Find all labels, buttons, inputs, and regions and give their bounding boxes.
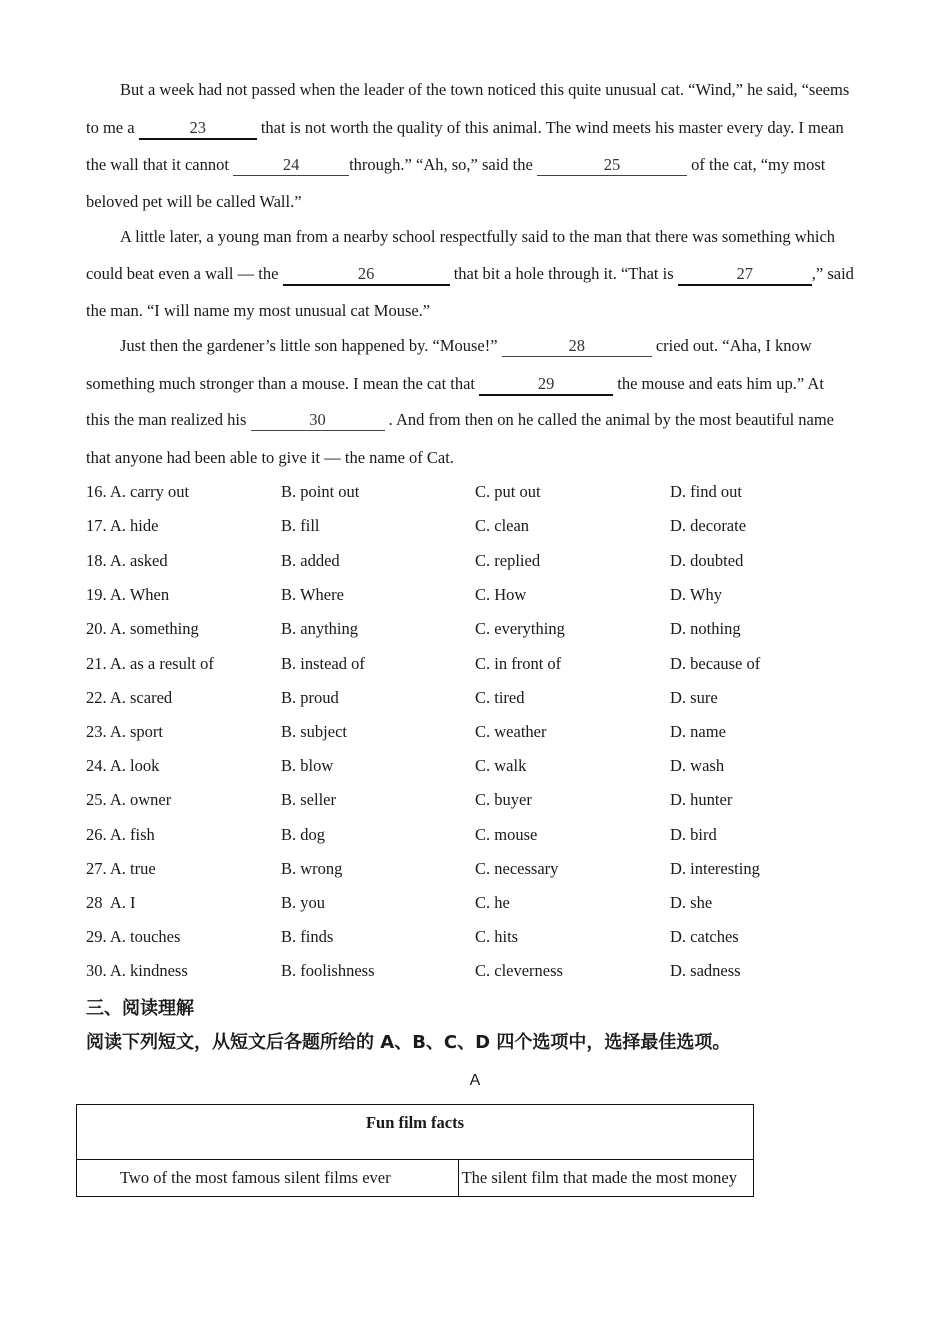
blank-28: 28 [502, 336, 652, 357]
option-c: C. hits [475, 927, 519, 946]
option-d: D. nothing [670, 619, 741, 638]
table-cell-famous-films: Two of the most famous silent films ever [77, 1160, 459, 1197]
p3-line1 [120, 336, 812, 357]
p3-line2-after: the mouse and eats him up.” At [617, 374, 824, 393]
option-c: C. cleverness [475, 961, 563, 980]
option-d: D. interesting [670, 859, 760, 878]
p3-line1-after: cried out. “Aha, I know [655, 336, 812, 355]
option-b: B. foolishness [281, 961, 375, 980]
option-a: 18. A. asked [86, 551, 168, 570]
option-b: B. point out [281, 482, 360, 501]
part-label: A [469, 1072, 481, 1089]
option-d: D. find out [670, 482, 742, 501]
option-c: C. mouse [475, 825, 538, 844]
blank-27: 27 [678, 264, 812, 286]
option-a: 23. A. sport [86, 722, 164, 741]
blank-25: 25 [537, 155, 687, 176]
option-d: D. Why [670, 585, 722, 604]
p2-line2-after: ,” said [811, 264, 854, 283]
option-c: C. buyer [475, 790, 532, 809]
p1-line3-before: the wall that it cannot [86, 155, 229, 174]
table-cell-most-money: The silent film that made the most money [459, 1160, 754, 1197]
blank-29: 29 [479, 374, 613, 396]
p1-line4: beloved pet will be called Wall.” [86, 192, 302, 211]
option-c: C. weather [475, 722, 547, 741]
option-b: B. anything [281, 619, 358, 638]
option-d: D. she [670, 893, 713, 912]
option-a: 27. A. true [86, 859, 156, 878]
p2-line1: A little later, a young man from a nearby school respectfully said to the man that there was something which [120, 227, 836, 246]
blank-23: 23 [139, 118, 257, 140]
option-a: 22. A. scared [86, 688, 173, 707]
option-b: B. blow [281, 756, 334, 775]
option-d: D. sure [670, 688, 718, 707]
option-d: D. catches [670, 927, 739, 946]
option-c: C. replied [475, 551, 541, 570]
option-b: B. Where [281, 585, 344, 604]
option-b: B. added [281, 551, 340, 570]
p1-line2 [86, 118, 844, 140]
option-d: D. because of [670, 654, 761, 673]
option-a: 20. A. something [86, 619, 199, 638]
option-c: C. clean [475, 516, 530, 535]
p3-line2 [86, 374, 824, 396]
section-title: 三、阅读理解 [86, 998, 194, 1019]
option-a: 29. A. touches [86, 927, 181, 946]
option-d: D. name [670, 722, 726, 741]
option-a: 30. A. kindness [86, 961, 188, 980]
blank-24: 24 [233, 155, 349, 176]
option-c: C. put out [475, 482, 541, 501]
p3-line3-after: . And from then on he called the animal by the most beautiful name [388, 410, 835, 429]
p1-line3 [86, 155, 825, 176]
option-b: B. you [281, 893, 326, 912]
option-a: 25. A. owner [86, 790, 172, 809]
option-b: B. subject [281, 722, 347, 741]
option-b: B. dog [281, 825, 326, 844]
option-c: C. walk [475, 756, 527, 775]
p2-line2 [86, 264, 854, 286]
option-b: B. finds [281, 927, 334, 946]
option-d: D. hunter [670, 790, 733, 809]
table-title: Fun film facts [77, 1105, 754, 1160]
option-a: 24. A. look [86, 756, 160, 775]
option-d: D. doubted [670, 551, 744, 570]
option-a: 21. A. as a result of [86, 654, 214, 673]
option-b: B. wrong [281, 859, 343, 878]
option-c: C. he [475, 893, 510, 912]
p1-line1: But a week had not passed when the leader of the town noticed this quite unusual cat. “Wind,” he said, “seems [120, 80, 850, 99]
option-c: C. in front of [475, 654, 562, 673]
p2-line2-before: could beat even a wall — the [86, 264, 279, 283]
p2-line2-mid: that bit a hole through it. “That is [453, 264, 674, 283]
option-d: D. wash [670, 756, 725, 775]
option-b: B. instead of [281, 654, 365, 673]
option-d: D. sadness [670, 961, 741, 980]
p3-line2-before: something much stronger than a mouse. I mean the cat that [86, 374, 476, 393]
option-a: 28 A. I [86, 893, 136, 912]
p1-line2-after: that is not worth the quality of this animal. The wind meets his master every day. I mean [260, 118, 844, 137]
blank-26: 26 [283, 264, 450, 286]
p3-line3 [86, 410, 834, 431]
option-b: B. fill [281, 516, 320, 535]
option-a: 26. A. fish [86, 825, 155, 844]
option-c: C. necessary [475, 859, 559, 878]
p1-line2-before: to me a [86, 118, 135, 137]
option-c: C. everything [475, 619, 565, 638]
option-a: 16. A. carry out [86, 482, 190, 501]
p1-line3-after: of the cat, “my most [691, 155, 826, 174]
option-c: C. tired [475, 688, 525, 707]
option-b: B. seller [281, 790, 336, 809]
p3-line4: that anyone had been able to give it — the name of Cat. [86, 448, 454, 467]
section-instruction: 阅读下列短文，从短文后各题所给的 A、B、C、D 四个选项中，选择最佳选项。 [86, 1032, 731, 1053]
p2-line3: the man. “I will name my most unusual cat Mouse.” [86, 301, 431, 320]
option-b: B. proud [281, 688, 339, 707]
p3-line3-before: this the man realized his [86, 410, 247, 429]
p1-line3-mid: through.” “Ah, so,” said the [349, 155, 533, 174]
option-d: D. decorate [670, 516, 747, 535]
option-d: D. bird [670, 825, 717, 844]
p3-line1-before: Just then the gardener’s little son happened by. “Mouse!” [120, 336, 498, 355]
option-a: 19. A. When [86, 585, 170, 604]
fun-film-facts-table [76, 1104, 754, 1197]
blank-30: 30 [251, 410, 385, 431]
option-c: C. How [475, 585, 527, 604]
option-a: 17. A. hide [86, 516, 159, 535]
